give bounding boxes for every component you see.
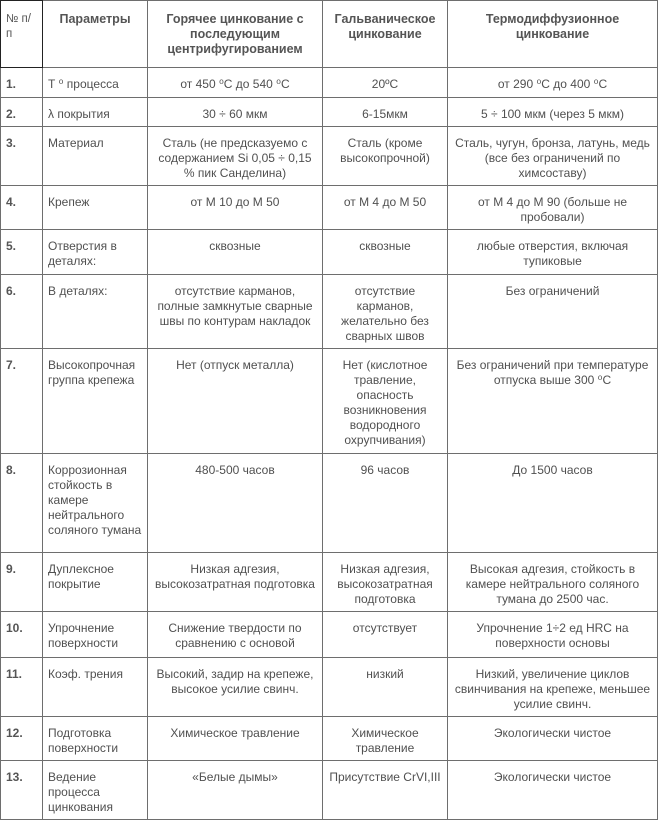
hot-dip-cell: от М 10 до М 50 [148,186,323,230]
table-row [1,717,658,761]
table-row [1,761,658,820]
galvanic-cell: 6-15мкм [323,98,448,127]
row-number: 9. [1,553,43,612]
row-number: 5. [1,230,43,275]
row-number: 3. [1,127,43,186]
table-row [1,98,658,127]
thermodiffusion-cell: любые отверстия, включая тупиковые [448,230,658,275]
galvanic-cell: Сталь (кроме высокопрочной) [323,127,448,186]
galvanic-cell: низкий [323,658,448,717]
galvanic-cell: отсутствует [323,612,448,658]
hot-dip-cell: Высокий, задир на крепеже, высокое усилие свинч. [148,658,323,717]
header-thermodiffusion: Термодиффузионное цинкование [448,1,658,68]
row-number: 12. [1,717,43,761]
parameter-cell: Коэф. трения [43,658,148,717]
row-number: 13. [1,761,43,820]
row-number: 8. [1,454,43,553]
header-hot-dip: Горячее цинкование с последующим центрифугированием [148,1,323,68]
table-row [1,658,658,717]
parameter-cell: В деталях: [43,275,148,349]
thermodiffusion-cell: Без ограничений при температуре отпуска выше 300 ⁰С [448,349,658,454]
hot-dip-cell: сквозные [148,230,323,275]
hot-dip-cell: 30 ÷ 60 мкм [148,98,323,127]
table-row [1,186,658,230]
table-row [1,127,658,186]
parameter-cell: Дуплексное покрытие [43,553,148,612]
thermodiffusion-cell: Низкий, увеличение циклов свинчивания на крепеже, меньшее усилие свинч. [448,658,658,717]
row-number: 7. [1,349,43,454]
galvanic-cell: сквозные [323,230,448,275]
thermodiffusion-cell: от 290 ⁰С до 400 ⁰С [448,68,658,98]
table-row [1,553,658,612]
header-galvanic: Гальваническое цинкование [323,1,448,68]
galvanic-cell: 20ºС [323,68,448,98]
table-row [1,230,658,275]
thermodiffusion-cell: Высокая адгезия, стойкость в камере нейтрального соляного тумана до 2500 час. [448,553,658,612]
thermodiffusion-cell: Сталь, чугун, бронза, латунь, медь (все без ограничений по химсоставу) [448,127,658,186]
parameter-cell: Ведение процесса цинкования [43,761,148,820]
table-row [1,612,658,658]
galvanic-cell: от М 4 до М 50 [323,186,448,230]
parameter-cell: Высокопрочная группа крепежа [43,349,148,454]
hot-dip-cell: Химическое травление [148,717,323,761]
row-number: 1. [1,68,43,98]
header-parameters: Параметры [43,1,148,68]
hot-dip-cell: 480-500 часов [148,454,323,553]
parameter-cell: Крепеж [43,186,148,230]
parameter-cell: Упрочнение поверхности [43,612,148,658]
row-number: 6. [1,275,43,349]
parameter-cell: Материал [43,127,148,186]
row-number: 2. [1,98,43,127]
galvanic-cell: Химическое травление [323,717,448,761]
table-row [1,68,658,98]
hot-dip-cell: Сталь (не предсказуемо с содержанием Si 0,05 ÷ 0,15 % пик Санделина) [148,127,323,186]
galvanic-cell: Нет (кислотное травление, опасность возникновения водородного охрупчивания) [323,349,448,454]
row-number: 11. [1,658,43,717]
thermodiffusion-cell: Без ограничений [448,275,658,349]
galvanic-cell: 96 часов [323,454,448,553]
hot-dip-cell: Низкая адгезия, высокозатратная подготовка [148,553,323,612]
table-row [1,349,658,454]
thermodiffusion-cell: Экологически чистое [448,761,658,820]
galvanic-cell: отсутствие карманов, желательно без сварных швов [323,275,448,349]
galvanic-cell: Присутствие CrVI,III [323,761,448,820]
thermodiffusion-cell: 5 ÷ 100 мкм (через 5 мкм) [448,98,658,127]
thermodiffusion-cell: Экологически чистое [448,717,658,761]
parameter-cell: Т ⁰ процесса [43,68,148,98]
hot-dip-cell: от 450 ⁰С до 540 ⁰С [148,68,323,98]
table-row [1,454,658,553]
thermodiffusion-cell: от М 4 до М 90 (больше не пробовали) [448,186,658,230]
galvanic-cell: Низкая адгезия, высокозатратная подготовка [323,553,448,612]
parameter-cell: λ покрытия [43,98,148,127]
header-row [1,1,658,68]
table-row [1,275,658,349]
thermodiffusion-cell: Упрочнение 1÷2 ед HRC на поверхности основы [448,612,658,658]
hot-dip-cell: «Белые дымы» [148,761,323,820]
row-number: 10. [1,612,43,658]
parameter-cell: Подготовка поверхности [43,717,148,761]
header-number: № п/п [1,1,43,68]
row-number: 4. [1,186,43,230]
thermodiffusion-cell: До 1500 часов [448,454,658,553]
hot-dip-cell: Снижение твердости по сравнению с основой [148,612,323,658]
hot-dip-cell: Нет (отпуск металла) [148,349,323,454]
hot-dip-cell: отсутствие карманов, полные замкнутые сварные швы по контурам накладок [148,275,323,349]
parameter-cell: Отверстия в деталях: [43,230,148,275]
parameter-cell: Коррозионная стойкость в камере нейтрального соляного тумана [43,454,148,553]
